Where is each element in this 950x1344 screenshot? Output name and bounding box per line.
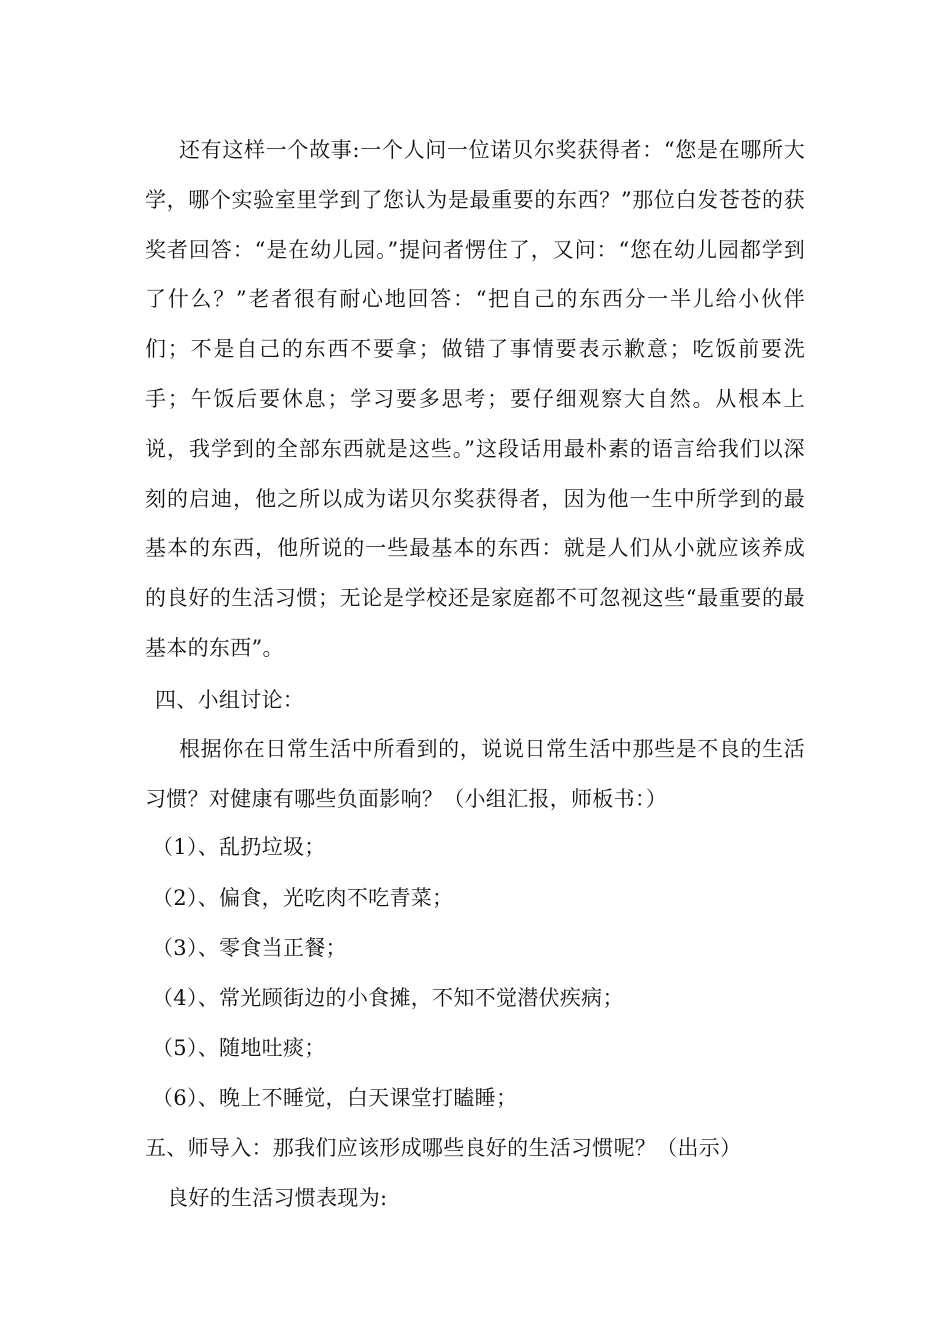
bad-habit-item-3: （3）、零食当正餐； [152, 936, 347, 960]
story-paragraph: 还有这样一个故事:一个人问一位诺贝尔奖获得者：“您是在哪所大学，哪个实验室里学到了您认为是最重要的东西？”那位白发苍苍的获奖者回答：“是在幼儿园。”提问者愣住了，又问：“您在幼儿园都学到了什么？”老者很有耐心地回答：“把自己的东西分一半儿给小伙伴们；不是自己的东西不要拿；做错了事情要表示歉意；吃饭前要洗手；午饭后要休息；学习要多思考；要仔细观察大自然。从根本上说，我学到的全部东西就是这些。”这段话用最朴素的语言给我们以深刻的启迪，他之所以成为诺贝尔奖获得者，因为他一生中所学到的最基本的东西，他所说的一些最基本的东西：就是人们从小就应该养成的良好的生活习惯；无论是学校还是家庭都不可忽视这些“最重要的最基本的东西”。 [145, 138, 805, 660]
section5-heading: 五、师导入：那我们应该形成哪些良好的生活习惯呢？（出示） [145, 1136, 742, 1160]
discussion-paragraph: 根据你在日常生活中所看到的，说说日常生活中那些是不良的生活习惯？对健康有哪些负面影响？（小组汇报，师板书：） [145, 737, 805, 811]
bad-habit-item-4: （4）、常光顾街边的小食摊，不知不觉潜伏疾病； [152, 986, 624, 1010]
section4-heading: 四、小组讨论： [155, 688, 305, 712]
bad-habit-item-1: （1）、乱扔垃圾； [152, 835, 326, 859]
bad-habit-item-2: （2）、偏食，光吃肉不吃青菜； [152, 886, 454, 910]
bad-habit-item-6: （6）、晚上不睡觉，白天课堂打瞌睡； [152, 1086, 518, 1110]
bad-habit-item-5: （5）、随地吐痰； [152, 1036, 326, 1060]
good-habits-intro: 良好的生活习惯表现为: [167, 1186, 388, 1210]
